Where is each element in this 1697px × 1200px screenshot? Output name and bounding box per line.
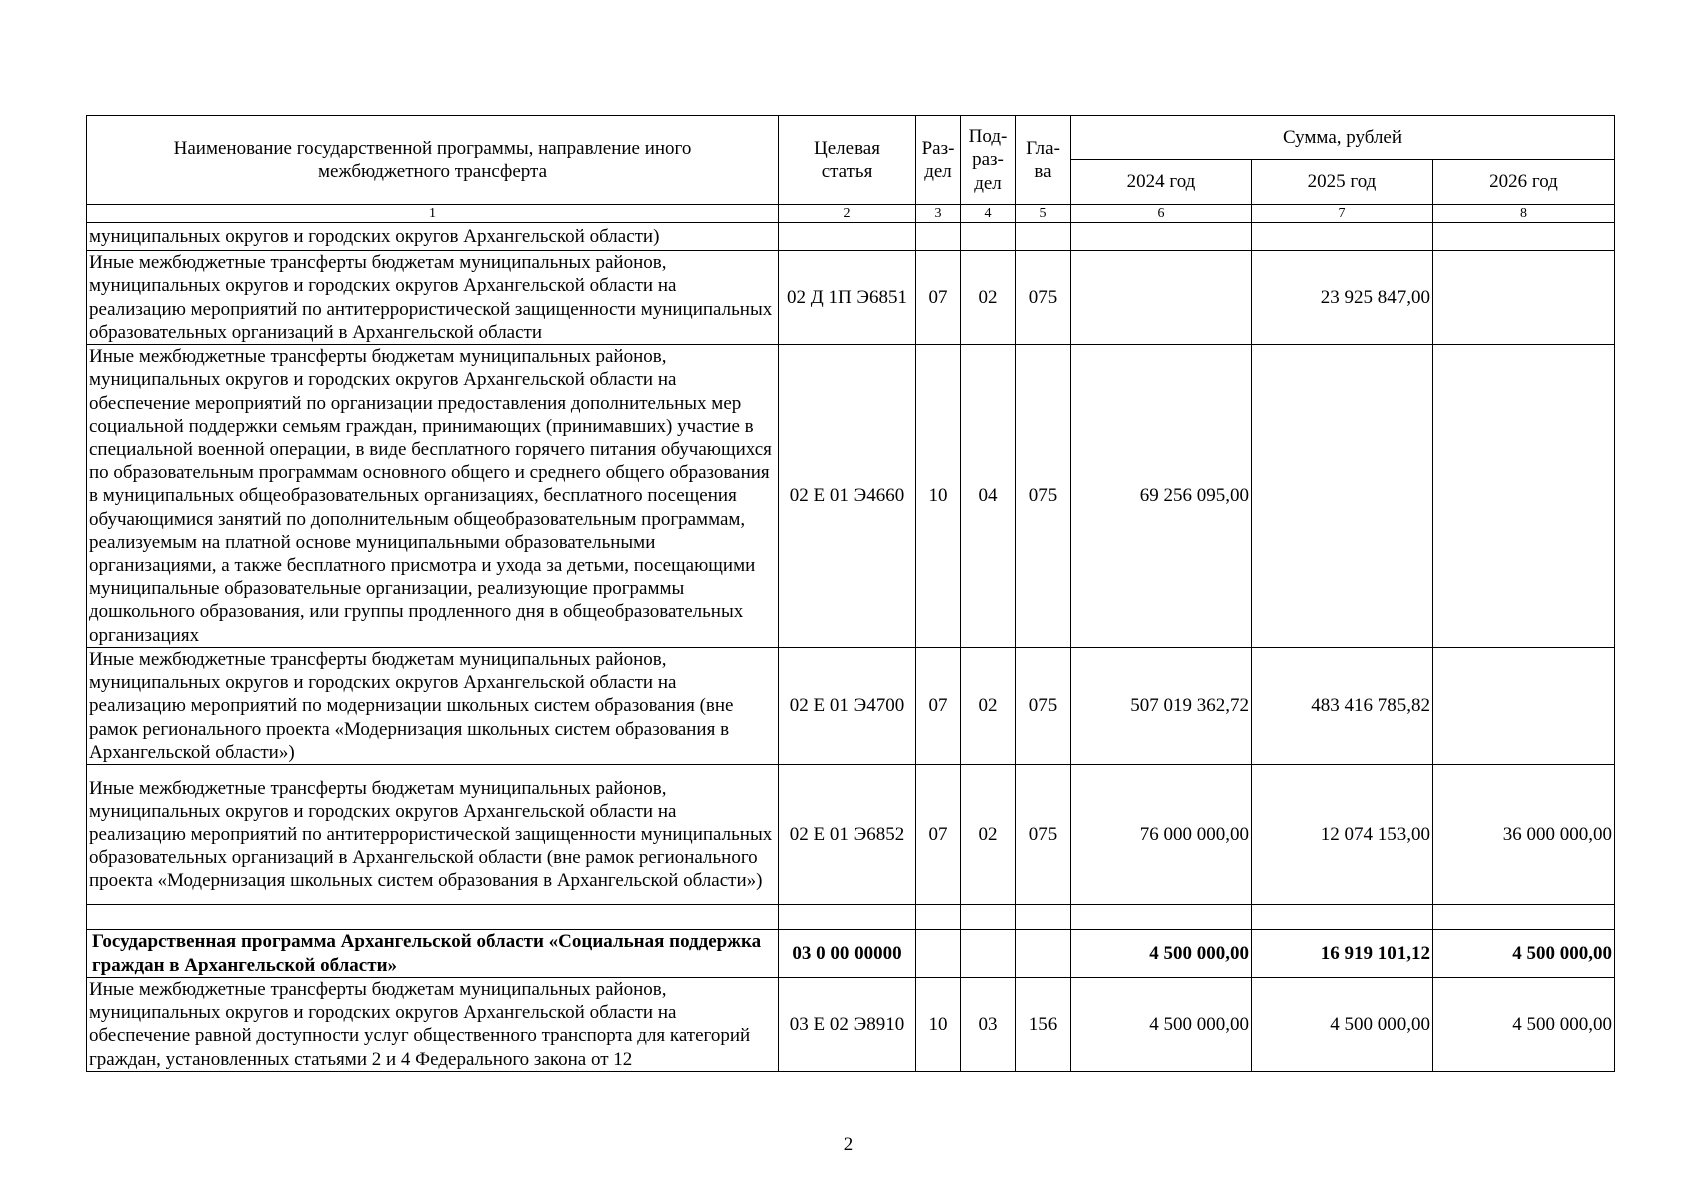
- row-sum-2024: 507 019 362,72: [1071, 648, 1252, 765]
- row-code: [779, 223, 916, 251]
- table-header: [87, 116, 1615, 205]
- row-sum-2025: 483 416 785,82: [1252, 648, 1433, 765]
- row-code: 03 0 00 00000: [779, 930, 916, 978]
- header-section: Раз-дел: [916, 116, 961, 205]
- page-number: 2: [843, 1134, 854, 1155]
- row-subsection: 02: [961, 648, 1016, 765]
- row-chapter: [1016, 930, 1071, 978]
- column-number: 4: [961, 205, 1016, 223]
- row-chapter: 156: [1016, 978, 1071, 1072]
- header-chapter: Гла-ва: [1016, 116, 1071, 205]
- row-section: 10: [916, 345, 961, 648]
- row-chapter: [1016, 223, 1071, 251]
- row-code: 02 Е 01 Э4660: [779, 345, 916, 648]
- row-sum-2026: [1433, 905, 1615, 930]
- header-subsection: Под-раз-дел: [961, 116, 1016, 205]
- row-name: Государственная программа Архангельской области «Социальная поддержка граждан в Архангельской области»: [87, 930, 779, 978]
- row-sum-2026: [1433, 223, 1615, 251]
- row-subsection: [961, 930, 1016, 978]
- row-section: [916, 930, 961, 978]
- row-sum-2024: 76 000 000,00: [1071, 765, 1252, 905]
- row-section: [916, 223, 961, 251]
- column-number: 5: [1016, 205, 1071, 223]
- row-chapter: 075: [1016, 648, 1071, 765]
- row-chapter: 075: [1016, 765, 1071, 905]
- table-row: [87, 765, 1615, 905]
- row-sum-2026: [1433, 648, 1615, 765]
- table-body: [87, 205, 1615, 1072]
- row-subsection: 02: [961, 251, 1016, 345]
- row-code: [779, 905, 916, 930]
- row-sum-2025: 16 919 101,12: [1252, 930, 1433, 978]
- table-row: [87, 648, 1615, 765]
- table-row: [87, 345, 1615, 648]
- row-section: 07: [916, 765, 961, 905]
- row-code: 02 Д 1П Э6851: [779, 251, 916, 345]
- table-row: [87, 978, 1615, 1072]
- row-sum-2026: 4 500 000,00: [1433, 978, 1615, 1072]
- row-name: Иные межбюджетные трансферты бюджетам муниципальных районов, муниципальных округов и городских округов Архангельской области на обеспечение равной доступности услуг общественного транспорта для категорий граждан, установленных статьями 2 и 4 Федерального закона от 12: [87, 978, 779, 1072]
- row-sum-2024: 4 500 000,00: [1071, 978, 1252, 1072]
- header-name: Наименование государственной программы, направление иного межбюджетного трансферта: [87, 116, 779, 205]
- row-sum-2025: [1252, 905, 1433, 930]
- row-chapter: 075: [1016, 251, 1071, 345]
- column-number: 8: [1433, 205, 1615, 223]
- row-sum-2026: [1433, 251, 1615, 345]
- column-number: 1: [87, 205, 779, 223]
- row-sum-2025: 12 074 153,00: [1252, 765, 1433, 905]
- row-sum-2024: 69 256 095,00: [1071, 345, 1252, 648]
- row-subsection: [961, 905, 1016, 930]
- program-total-row: [87, 930, 1615, 978]
- row-subsection: 03: [961, 978, 1016, 1072]
- row-name: [87, 905, 779, 930]
- row-section: 07: [916, 251, 961, 345]
- row-chapter: [1016, 905, 1071, 930]
- row-sum-2024: [1071, 251, 1252, 345]
- column-number: 3: [916, 205, 961, 223]
- row-sum-2025: 23 925 847,00: [1252, 251, 1433, 345]
- row-subsection: 04: [961, 345, 1016, 648]
- table-row: [87, 223, 1615, 251]
- row-name: Иные межбюджетные трансферты бюджетам муниципальных районов, муниципальных округов и городских округов Архангельской области на реализацию мероприятий по антитеррористической защищенности муниципальных образовательных организаций в Архангельской области: [87, 251, 779, 345]
- row-sum-2025: [1252, 345, 1433, 648]
- header-year-2026: 2026 год: [1433, 160, 1615, 205]
- column-number-row: [87, 205, 1615, 223]
- row-sum-2024: [1071, 905, 1252, 930]
- budget-table: [86, 115, 1615, 1072]
- row-subsection: [961, 223, 1016, 251]
- row-sum-2024: 4 500 000,00: [1071, 930, 1252, 978]
- row-sum-2025: [1252, 223, 1433, 251]
- row-sum-2026: 36 000 000,00: [1433, 765, 1615, 905]
- row-name: муниципальных округов и городских округов Архангельской области): [87, 223, 779, 251]
- row-subsection: 02: [961, 765, 1016, 905]
- column-number: 7: [1252, 205, 1433, 223]
- row-sum-2026: [1433, 345, 1615, 648]
- header-year-2024: 2024 год: [1071, 160, 1252, 205]
- table-row-empty: [87, 905, 1615, 930]
- header-target-article: Целевая статья: [779, 116, 916, 205]
- header-sum: Сумма, рублей: [1071, 116, 1615, 160]
- row-sum-2025: 4 500 000,00: [1252, 978, 1433, 1072]
- row-chapter: 075: [1016, 345, 1071, 648]
- header-year-2025: 2025 год: [1252, 160, 1433, 205]
- row-section: [916, 905, 961, 930]
- row-code: 02 Е 01 Э4700: [779, 648, 916, 765]
- row-name: Иные межбюджетные трансферты бюджетам муниципальных районов, муниципальных округов и городских округов Архангельской области на обеспечение мероприятий по организации предоставления дополнительных мер социальной поддержки семьям граждан, принимающих (принимавших) участие в специальной военной операции, в виде бесплатного горячего питания обучающихся по образовательным программам основного общего и среднего общего образования в муниципальных общеобразовательных организациях, бесплатного посещения обучающимися занятий по дополнительным общеобразовательным программам, реализуемым на платной основе муниципальными образовательными организациями, а также бесплатного присмотра и ухода за детьми, посещающими муниципальные образовательные организации, реализующие программы дошкольного образования, или группы продленного дня в общеобразовательных организациях: [87, 345, 779, 648]
- row-code: 03 Е 02 Э8910: [779, 978, 916, 1072]
- row-section: 10: [916, 978, 961, 1072]
- row-sum-2024: [1071, 223, 1252, 251]
- row-code: 02 Е 01 Э6852: [779, 765, 916, 905]
- table-row: [87, 251, 1615, 345]
- row-name: Иные межбюджетные трансферты бюджетам муниципальных районов, муниципальных округов и городских округов Архангельской области на реализацию мероприятий по модернизации школьных систем образования (вне рамок регионального проекта «Модернизация школьных систем образования в Архангельской области»): [87, 648, 779, 765]
- row-name: Иные межбюджетные трансферты бюджетам муниципальных районов, муниципальных округов и городских округов Архангельской области на реализацию мероприятий по антитеррористической защищенности муниципальных образовательных организаций в Архангельской области (вне рамок регионального проекта «Модернизация школьных систем образования в Архангельской области»): [87, 765, 779, 905]
- column-number: 6: [1071, 205, 1252, 223]
- row-section: 07: [916, 648, 961, 765]
- column-number: 2: [779, 205, 916, 223]
- row-sum-2026: 4 500 000,00: [1433, 930, 1615, 978]
